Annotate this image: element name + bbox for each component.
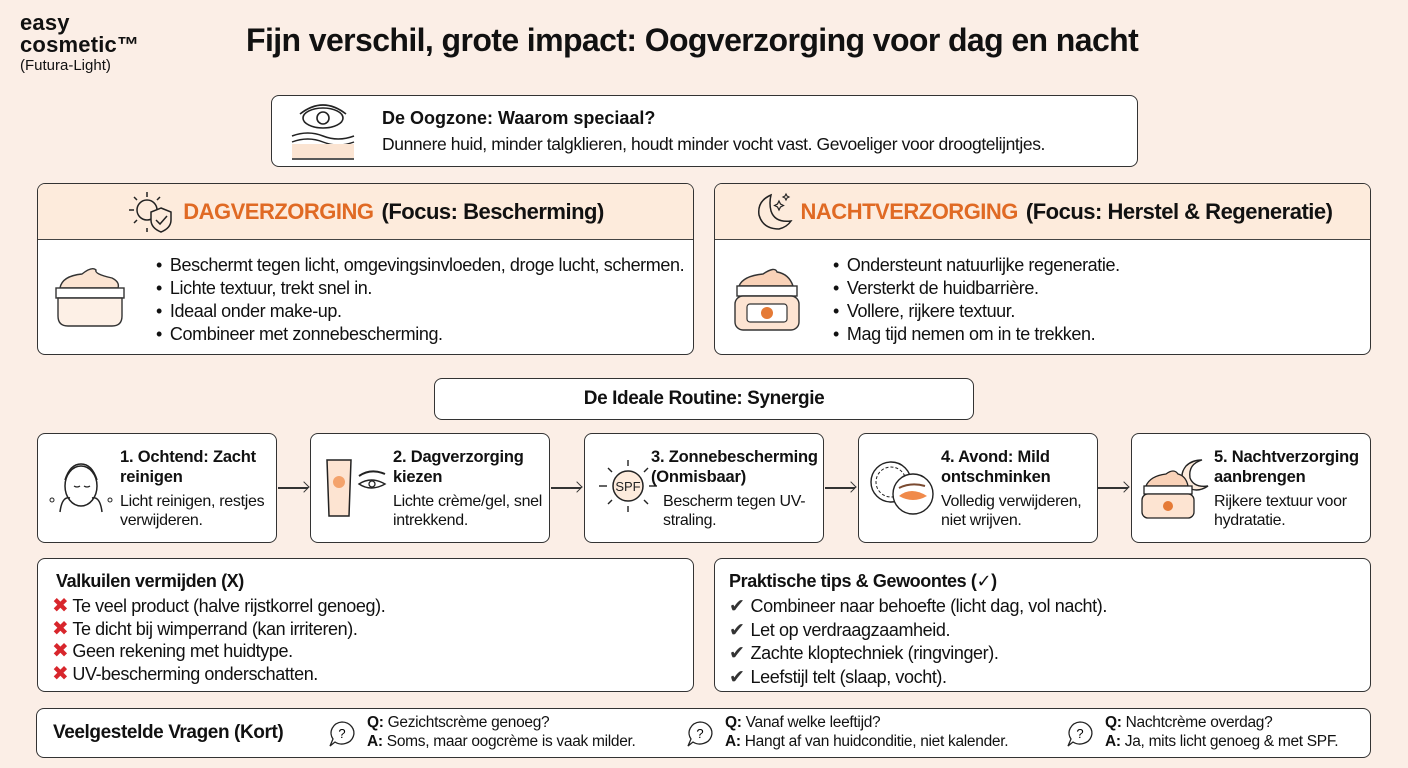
list-item: ✔ Leefstijl telt (slaap, vocht). xyxy=(729,666,947,688)
question-bubble-icon xyxy=(1065,719,1095,749)
step-desc: Licht reinigen, restjes verwijderen. xyxy=(120,493,265,529)
arrow-icon xyxy=(1098,487,1128,489)
pitfalls-box xyxy=(37,558,694,692)
check-mark-icon: ✔ xyxy=(729,596,745,617)
eye-zone-box xyxy=(271,95,1138,167)
step-desc: Rijkere textuur voor hydratatie. xyxy=(1214,493,1347,529)
brand-name-line2: cosmetic™ xyxy=(20,32,140,57)
moon-stars-icon xyxy=(753,191,793,233)
night-cream-jar-icon xyxy=(729,264,805,334)
faq-item: Q: Gezichtscrème genoeg? A: Soms, maar oogcrème is vaak milder. xyxy=(367,714,636,750)
list-item: • Beschermt tegen licht, omgevingsinvloeden, droge lucht, schermen. xyxy=(156,254,684,277)
faq-box xyxy=(36,708,1371,758)
svg-text:?: ? xyxy=(696,726,704,741)
faq-item: Q: Nachtcrème overdag? A: Ja, mits licht genoeg & met SPF. xyxy=(1105,714,1339,750)
step-title: 5. Nachtverzorging aanbrengen xyxy=(1214,448,1359,486)
list-item: • Ideaal onder make-up. xyxy=(156,300,684,323)
brand-logo xyxy=(20,12,139,73)
cotton-pad-eye-icon xyxy=(867,456,937,520)
svg-text:?: ? xyxy=(338,726,346,741)
list-item: ✖ Geen rekening met huidtype. xyxy=(52,640,293,662)
step-title: 4. Avond: Mild ontschminken xyxy=(941,448,1051,486)
arrow-icon xyxy=(551,487,581,489)
day-care-title-accent: DAGVERZORGING xyxy=(183,198,374,224)
page-title: Fijn verschil, grote impact: Oogverzorging voor dag en nacht xyxy=(246,22,1139,58)
brand-font-note: (Futura-Light) xyxy=(20,57,111,74)
x-mark-icon: ✖ xyxy=(52,640,69,662)
tips-title: Praktische tips & Gewoontes (✓) xyxy=(729,571,997,591)
list-item: • Vollere, rijkere textuur. xyxy=(833,300,1120,323)
svg-text:?: ? xyxy=(1076,726,1084,741)
x-mark-icon: ✖ xyxy=(52,595,69,617)
routine-step-5 xyxy=(1131,433,1371,543)
night-care-list xyxy=(833,254,1120,346)
list-item: ✔ Combineer naar behoefte (licht dag, vol nacht). xyxy=(729,596,1107,617)
step-title: 2. Dagverzorging kiezen xyxy=(393,448,524,486)
night-care-title-rest: (Focus: Herstel & Regeneratie) xyxy=(1025,198,1333,224)
faq-title: Veelgestelde Vragen (Kort) xyxy=(53,722,284,743)
eye-skin-layers-icon xyxy=(288,102,358,162)
night-care-header xyxy=(715,184,1370,240)
list-item: • Combineer met zonnebescherming. xyxy=(156,323,684,346)
night-jar-moon-icon xyxy=(1140,456,1212,520)
faq-item: Q: Vanaf welke leeftijd? A: Hangt af van huidconditie, niet kalender. xyxy=(725,714,1009,750)
eye-zone-heading: De Oogzone: Waarom speciaal? xyxy=(382,108,656,128)
routine-title: De Ideale Routine: Synergie xyxy=(434,378,974,420)
brand-name-line1: easy xyxy=(20,10,70,35)
check-mark-icon: ✔ xyxy=(729,666,745,688)
arrow-icon xyxy=(278,487,308,489)
night-care-card xyxy=(714,183,1371,355)
night-care-title-accent: NACHTVERZORGING xyxy=(800,198,1018,224)
list-item: ✖ Te dicht bij wimperrand (kan irriteren). xyxy=(52,617,358,640)
day-care-list xyxy=(156,254,684,346)
list-item: • Lichte textuur, trekt snel in. xyxy=(156,277,684,300)
check-mark-icon: ✔ xyxy=(729,619,745,641)
list-item: ✖ UV-bescherming onderschatten. xyxy=(52,662,318,685)
step-desc: Bescherm tegen UV-straling. xyxy=(663,493,806,529)
routine-step-4 xyxy=(858,433,1098,543)
eye-zone-text: Dunnere huid, minder talgklieren, houdt minder vocht vast. Gevoeliger voor droogtelijntjes. xyxy=(382,134,1046,154)
routine-step-3 xyxy=(584,433,824,543)
tips-list xyxy=(729,595,1107,689)
face-washing-icon xyxy=(46,456,116,520)
question-bubble-icon xyxy=(327,719,357,749)
pitfalls-title: Valkuilen vermijden (X) xyxy=(56,571,244,591)
tips-box xyxy=(714,558,1371,692)
routine-step-1 xyxy=(37,433,277,543)
arrow-icon xyxy=(825,487,855,489)
list-item: ✖ Te veel product (halve rijstkorrel genoeg). xyxy=(52,595,386,617)
routine-step-2 xyxy=(310,433,550,543)
list-item: • Mag tijd nemen om in te trekken. xyxy=(833,323,1120,346)
step-desc: Lichte crème/gel, snel intrekkend. xyxy=(393,493,543,529)
day-care-card xyxy=(37,183,694,355)
pitfalls-list xyxy=(52,595,385,685)
step-desc: Volledig verwijderen, niet wrijven. xyxy=(941,493,1082,529)
step-title: 3. Zonnebescherming (Onmisbaar) xyxy=(651,448,818,486)
x-mark-icon: ✖ xyxy=(52,617,69,640)
check-mark-icon: ✔ xyxy=(729,643,745,664)
list-item: • Ondersteunt natuurlijke regeneratie. xyxy=(833,254,1120,277)
list-item: ✔ Zachte kloptechniek (ringvinger). xyxy=(729,643,999,664)
tube-eye-icon xyxy=(319,456,391,522)
day-care-title-rest: (Focus: Bescherming) xyxy=(381,198,604,224)
list-item: ✔ Let op verdraagzaamheid. xyxy=(729,619,951,641)
sun-shield-icon xyxy=(127,190,175,234)
day-care-header xyxy=(38,184,693,240)
day-cream-jar-icon xyxy=(52,264,128,328)
question-bubble-icon xyxy=(685,719,715,749)
x-mark-icon: ✖ xyxy=(52,662,69,685)
step-title: 1. Ochtend: Zacht reinigen xyxy=(120,448,256,486)
list-item: • Versterkt de huidbarrière. xyxy=(833,277,1120,300)
svg-text:SPF: SPF xyxy=(615,479,641,494)
